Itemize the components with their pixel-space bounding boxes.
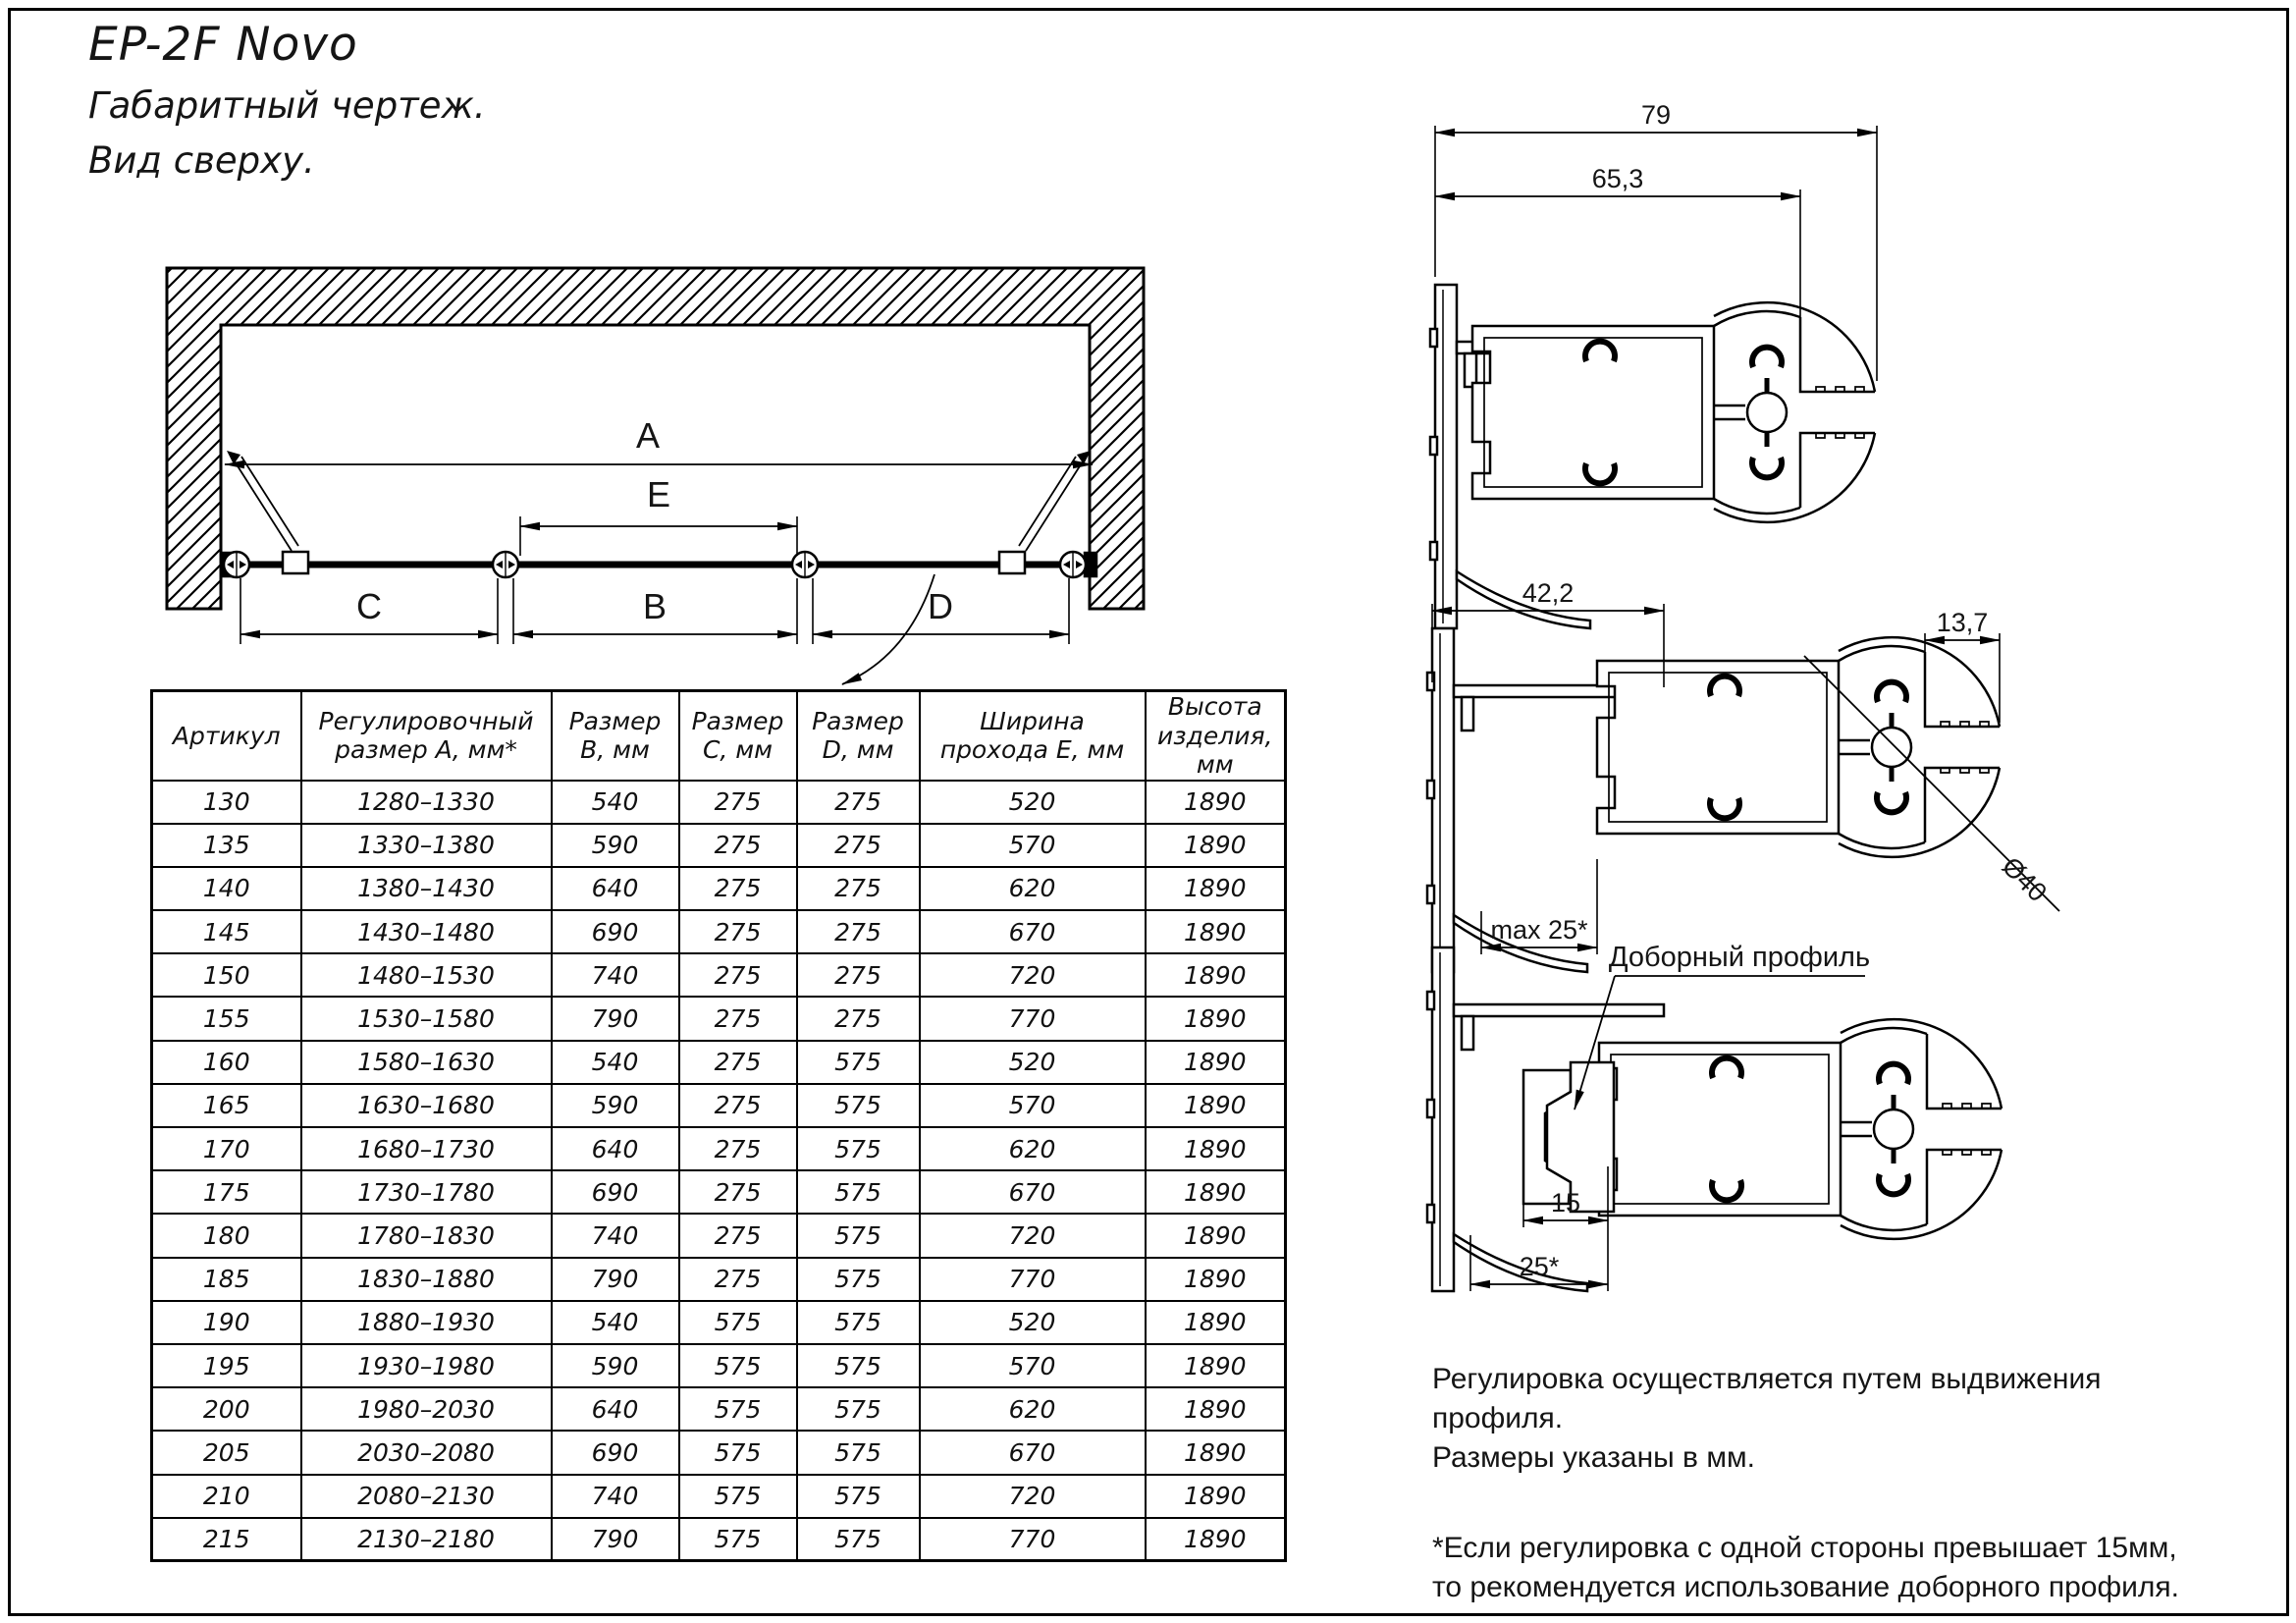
table-cell: 275 (679, 1214, 797, 1257)
table-body (152, 781, 1286, 1561)
table-cell: 200 (152, 1387, 301, 1431)
table-cell: 150 (152, 953, 301, 997)
table-cell: 1890 (1146, 1475, 1286, 1518)
table-row (152, 1214, 1286, 1257)
table-cell: 275 (797, 867, 920, 910)
table-cell: 155 (152, 997, 301, 1040)
table-row (152, 824, 1286, 867)
dim-max-25-label: max 25* (1490, 915, 1588, 945)
table-cell: 1890 (1146, 1214, 1286, 1257)
table-cell: 640 (552, 867, 679, 910)
table-cell: 770 (920, 1518, 1146, 1561)
table-cell: 275 (797, 997, 920, 1040)
table-cell: 1580–1630 (301, 1041, 552, 1084)
table-cell: 690 (552, 1431, 679, 1474)
table-row (152, 1170, 1286, 1214)
table-cell: 2030–2080 (301, 1431, 552, 1474)
table-cell: 670 (920, 910, 1146, 953)
table-cell: 1890 (1146, 1258, 1286, 1301)
dim-79-label: 79 (1640, 100, 1672, 130)
table-cell: 1380–1430 (301, 867, 552, 910)
column-header: Размер D, мм (797, 691, 920, 781)
table-cell: 1680–1730 (301, 1127, 552, 1170)
table-cell: 1890 (1146, 867, 1286, 910)
table-cell: 140 (152, 867, 301, 910)
table-cell: 135 (152, 824, 301, 867)
note-adjustment-2: Размеры указаны в мм. (1432, 1441, 1755, 1474)
door-profile (1472, 302, 1875, 522)
table-cell: 275 (679, 1084, 797, 1127)
note-adjustment-1: Регулировка осуществляется путем выдвижения профиля. (1432, 1363, 2102, 1434)
table-cell: 1890 (1146, 1041, 1286, 1084)
table-cell: 1890 (1146, 1518, 1286, 1561)
table-cell: 575 (797, 1518, 920, 1561)
notes-block (1432, 1360, 2237, 1607)
table-cell: 210 (152, 1475, 301, 1518)
table-cell: 620 (920, 1127, 1146, 1170)
profile-section-top (1430, 126, 1877, 628)
table-cell: 275 (679, 1041, 797, 1084)
table-cell: 1480–1530 (301, 953, 552, 997)
table-cell: 1330–1380 (301, 824, 552, 867)
table-cell: 275 (679, 824, 797, 867)
table-row (152, 997, 1286, 1040)
table-cell: 1890 (1146, 824, 1286, 867)
table-cell: 590 (552, 1084, 679, 1127)
table-cell: 575 (797, 1344, 920, 1387)
table-row (152, 1301, 1286, 1344)
table-cell: 275 (797, 781, 920, 824)
table-cell: 2080–2130 (301, 1475, 552, 1518)
panel-connector-right (999, 552, 1025, 573)
table-cell: 165 (152, 1084, 301, 1127)
table-cell: 1890 (1146, 910, 1286, 953)
table-cell: 620 (920, 867, 1146, 910)
table-cell: 1730–1780 (301, 1170, 552, 1214)
table-cell: 720 (920, 1475, 1146, 1518)
table-cell: 720 (920, 953, 1146, 997)
table-cell: 1530–1580 (301, 997, 552, 1040)
table-cell: 215 (152, 1518, 301, 1561)
column-header: Регулировочный размер А, мм* (301, 691, 552, 781)
hinge-icon (224, 552, 249, 577)
table-cell: 620 (920, 1387, 1146, 1431)
table-cell: 575 (797, 1041, 920, 1084)
table-cell: 575 (679, 1518, 797, 1561)
table-cell: 1890 (1146, 1170, 1286, 1214)
table-cell: 170 (152, 1127, 301, 1170)
table-cell: 275 (797, 953, 920, 997)
dim-25-label: 25* (1519, 1252, 1560, 1281)
table-cell: 205 (152, 1431, 301, 1474)
dim-15-label: 15 (1550, 1188, 1581, 1217)
column-header: Высота изделия, мм (1146, 691, 1286, 781)
table-cell: 670 (920, 1431, 1146, 1474)
table-row (152, 781, 1286, 824)
table-cell: 1280–1330 (301, 781, 552, 824)
table-cell: 575 (679, 1431, 797, 1474)
table-cell: 540 (552, 781, 679, 824)
table-cell: 575 (797, 1170, 920, 1214)
note-asterisk-1: *Если регулировка с одной стороны превышает 15мм, (1432, 1532, 2177, 1564)
door-profile (1597, 637, 2000, 857)
table-cell: 640 (552, 1387, 679, 1431)
table-row (152, 910, 1286, 953)
table-cell: 180 (152, 1214, 301, 1257)
hinge-icon (792, 552, 818, 577)
table-cell: 275 (797, 824, 920, 867)
column-header: Размер В, мм (552, 691, 679, 781)
table-row (152, 1041, 1286, 1084)
label-c: C (356, 586, 382, 626)
column-header: Артикул (152, 691, 301, 781)
table-cell: 740 (552, 1214, 679, 1257)
table-cell: 1890 (1146, 1301, 1286, 1344)
table-cell: 570 (920, 1084, 1146, 1127)
table-cell: 275 (679, 781, 797, 824)
table-cell: 690 (552, 1170, 679, 1214)
table-cell: 1430–1480 (301, 910, 552, 953)
label-b: B (642, 586, 667, 626)
table-cell: 540 (552, 1041, 679, 1084)
table-cell: 275 (679, 1170, 797, 1214)
table-cell: 575 (679, 1387, 797, 1431)
table-cell: 790 (552, 1518, 679, 1561)
table-cell: 130 (152, 781, 301, 824)
table-cell: 1890 (1146, 997, 1286, 1040)
table-cell: 575 (797, 1127, 920, 1170)
label-a: A (635, 415, 661, 456)
table-cell: 275 (797, 910, 920, 953)
table-cell: 195 (152, 1344, 301, 1387)
table-row (152, 1431, 1286, 1474)
table-cell: 690 (552, 910, 679, 953)
table-cell: 145 (152, 910, 301, 953)
table-cell: 575 (797, 1258, 920, 1301)
table-cell: 740 (552, 953, 679, 997)
table-cell: 1880–1930 (301, 1301, 552, 1344)
table-cell: 590 (552, 824, 679, 867)
table-cell: 790 (552, 1258, 679, 1301)
table-row (152, 1344, 1286, 1387)
table-cell: 790 (552, 997, 679, 1040)
table-cell: 740 (552, 1475, 679, 1518)
table-cell: 1890 (1146, 1084, 1286, 1127)
table-cell: 160 (152, 1041, 301, 1084)
label-d: D (928, 586, 953, 626)
column-header: Размер С, мм (679, 691, 797, 781)
table-cell: 275 (679, 1127, 797, 1170)
table-cell: 1780–1830 (301, 1214, 552, 1257)
table-cell: 1630–1680 (301, 1084, 552, 1127)
table-cell: 720 (920, 1214, 1146, 1257)
dim-13-7-label: 13,7 (1936, 608, 1989, 637)
table-row (152, 867, 1286, 910)
note-asterisk-2: то рекомендуется использование доборного профиля. (1432, 1571, 2179, 1603)
panel-connector-left (283, 552, 308, 573)
size-table (150, 689, 1287, 1562)
table-cell: 275 (679, 867, 797, 910)
table-cell: 575 (797, 1301, 920, 1344)
table-cell: 575 (797, 1431, 920, 1474)
table-cell: 575 (797, 1387, 920, 1431)
table-row (152, 1084, 1286, 1127)
label-e: E (646, 474, 671, 514)
table-cell: 575 (797, 1084, 920, 1127)
table-cell: 520 (920, 1301, 1146, 1344)
table-row (152, 1475, 1286, 1518)
page-subtitle-1: Габаритный чертеж. (88, 84, 486, 127)
table-cell: 770 (920, 997, 1146, 1040)
table-row (152, 953, 1286, 997)
table-cell: 175 (152, 1170, 301, 1214)
table-cell: 275 (679, 997, 797, 1040)
hinge-icon (1060, 552, 1086, 577)
table-cell: 575 (679, 1475, 797, 1518)
column-header: Ширина прохода Е, мм (920, 691, 1146, 781)
profile-section-bottom (1427, 947, 2002, 1291)
open-panel-left (227, 451, 298, 551)
table-cell: 520 (920, 1041, 1146, 1084)
table-cell: 570 (920, 824, 1146, 867)
table-cell: 575 (797, 1214, 920, 1257)
table-cell: 190 (152, 1301, 301, 1344)
swing-arrow (842, 574, 934, 684)
table-cell: 1890 (1146, 1344, 1286, 1387)
table-cell: 275 (679, 1258, 797, 1301)
table-cell: 590 (552, 1344, 679, 1387)
table-cell: 670 (920, 1170, 1146, 1214)
table-cell: 185 (152, 1258, 301, 1301)
table-cell: 570 (920, 1344, 1146, 1387)
table-cell: 1890 (1146, 1431, 1286, 1474)
door-profile (1599, 1019, 2002, 1239)
page-subtitle-2: Вид сверху. (88, 139, 315, 182)
table-header (152, 691, 1286, 781)
dim-65-3-label: 65,3 (1591, 164, 1644, 193)
table-row (152, 1387, 1286, 1431)
table-cell: 1830–1880 (301, 1258, 552, 1301)
table-row (152, 1127, 1286, 1170)
table-cell: 770 (920, 1258, 1146, 1301)
hinge-icon (493, 552, 518, 577)
open-panel-right (1019, 451, 1091, 551)
table-cell: 575 (679, 1344, 797, 1387)
table-cell: 1890 (1146, 953, 1286, 997)
table-cell: 575 (679, 1301, 797, 1344)
dimension-e (520, 516, 797, 556)
table-row (152, 1258, 1286, 1301)
extension-profile-label: Доборный профиль (1608, 942, 1871, 973)
table-cell: 540 (552, 1301, 679, 1344)
table-cell: 640 (552, 1127, 679, 1170)
table-cell: 1890 (1146, 1127, 1286, 1170)
table-cell: 1890 (1146, 1387, 1286, 1431)
table-cell: 520 (920, 781, 1146, 824)
dim-diameter-label: Ø40 (1996, 850, 2054, 908)
table-cell: 1980–2030 (301, 1387, 552, 1431)
table-row (152, 1518, 1286, 1561)
table-cell: 275 (679, 953, 797, 997)
page-title: EP-2F Novo (88, 18, 358, 72)
dim-42-2-label: 42,2 (1522, 578, 1575, 608)
table-cell: 275 (679, 910, 797, 953)
table-cell: 2130–2180 (301, 1518, 552, 1561)
table-cell: 1890 (1146, 781, 1286, 824)
table-cell: 575 (797, 1475, 920, 1518)
table-cell: 1930–1980 (301, 1344, 552, 1387)
